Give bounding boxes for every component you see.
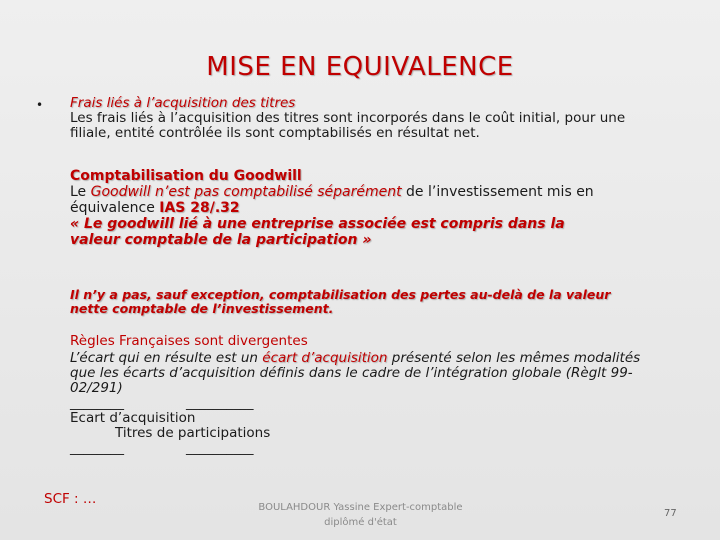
section-frais-line1: Les frais liés à l’acquisition des titres sont incorporés dans le coût initial, pour une (70, 110, 626, 126)
section-regles-line2: que les écarts d’acquisition définis dans le cadre de l’intégration globale (Règlt 99- (70, 365, 633, 381)
section-pertes-line2: nette comptable de l’investissement. (70, 301, 334, 316)
journal-separator-bottom: ________ __________ (70, 440, 254, 456)
slide-title: MISE EN EQUIVALENCE (206, 52, 514, 82)
section-goodwill-line1: Le Goodwill n’est pas comptabilisé séparément de l’investissement mis en (70, 184, 594, 200)
section-regles-line1: L’écart qui en résulte est un écart d’acquisition présenté selon les mêmes modalités (70, 350, 641, 366)
section-goodwill (70, 168, 710, 248)
footer-author-line2: diplômé d'état (324, 517, 397, 528)
section-goodwill-line2: équivalence IAS 28/.32 (70, 200, 240, 216)
journal-entry-debit: Ecart d’acquisition (70, 410, 196, 426)
ecart-acquisition-emphasis: écart d’acquisition (262, 350, 388, 366)
goodwill-quote-line2: valeur comptable de la participation » (70, 232, 372, 248)
section-frais-line2: filiale, entité contrôlée ils sont comptabilisés en résultat net. (70, 125, 480, 141)
section-frais (70, 96, 710, 141)
goodwill-quote-line1: « Le goodwill lié à une entreprise associée est compris dans la (70, 216, 565, 232)
footer-author-line1: BOULAHDOUR Yassine Expert-comptable (258, 502, 463, 513)
section-regles-line3: 02/291) (70, 380, 123, 396)
scf-note: SCF : … (44, 491, 97, 507)
footer-author (258, 500, 463, 530)
section-regles-francaises (70, 334, 710, 456)
journal-entry-credit: Titres de participations (115, 425, 271, 441)
page-number: 77 (664, 508, 677, 519)
section-pertes-line1: Il n’y a pas, sauf exception, comptabilisation des pertes au-delà de la valeur (70, 287, 611, 302)
goodwill-emphasis: Goodwill n’est pas comptabilisé séparément (90, 184, 402, 200)
bullet-marker: • (36, 98, 44, 112)
section-goodwill-heading: Comptabilisation du Goodwill (70, 168, 302, 184)
section-regles-heading: Règles Françaises sont divergentes (70, 333, 308, 349)
section-pertes (70, 288, 710, 316)
section-frais-heading: Frais liés à l’acquisition des titres (70, 95, 296, 111)
ias-reference: IAS 28/.32 (159, 200, 240, 216)
journal-separator-top: ________ __________ (70, 395, 254, 411)
